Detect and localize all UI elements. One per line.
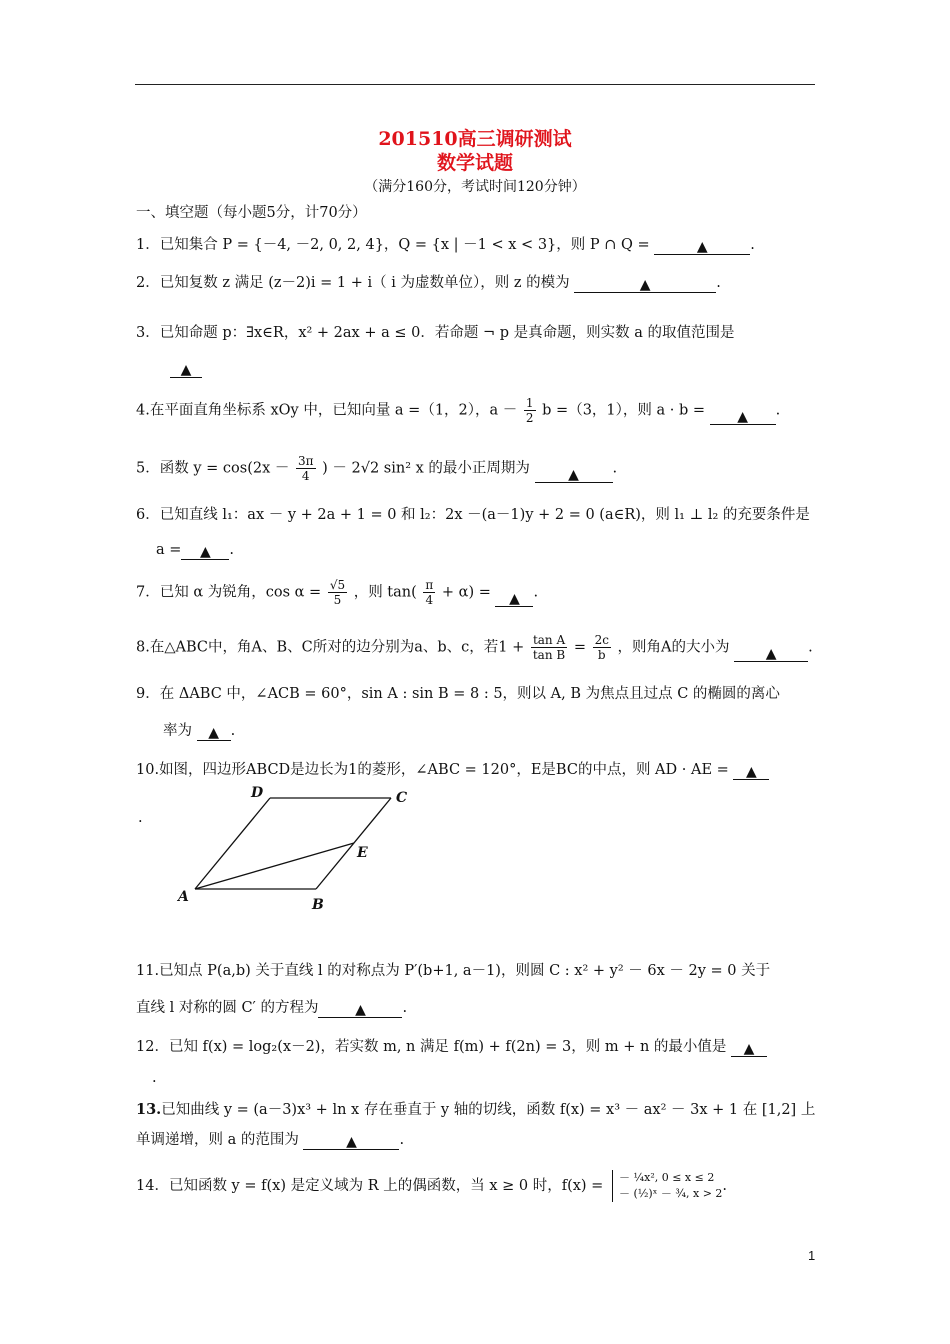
exam-note: （满分160分，考试时间120分钟） — [364, 179, 586, 195]
answer-blank: ▲ — [495, 589, 533, 607]
exam-title: 201510高三调研测试 — [378, 128, 572, 150]
answer-blank: ▲ — [734, 644, 808, 662]
question-9-line2: 率为 ▲ . — [163, 723, 236, 741]
question-8: 8.在△ABC中，角A、B、C所对的边分别为a、b、c，若1 + $\frac{\text{tan A}}{\text{tan B}}$ = $\frac{2c}{b}$ ，则角A的大小为 ▲ . — [136, 633, 813, 662]
question-12-period: . — [152, 1070, 157, 1086]
answer-blank: ▲ — [710, 407, 776, 425]
question-11-line2: 直线 l 对称的圆 C′ 的方程为 ▲ . — [136, 1000, 408, 1018]
answer-blank: ▲ — [181, 542, 229, 560]
question-3-blank-line — [170, 358, 202, 378]
label-d: D — [251, 785, 264, 801]
question-6-line2: a = ▲ . — [156, 542, 235, 560]
answer-blank: ▲ — [733, 762, 769, 780]
fraction: $\frac{1}{2}$ — [525, 396, 534, 425]
exam-subject: 数学试题 — [436, 152, 513, 174]
question-5: 5．函数 y = cos(2x － $\frac{3\pi}{4}$ ) － 2√2 sin² x 的最小正周期为 ▲ . — [136, 454, 618, 483]
answer-blank: ▲ — [170, 360, 202, 378]
question-12: 12．已知 f(x) = log₂(x－2)，若实数 m, n 满足 f(m) + f(2n) = 3，则 m + n 的最小值是 ▲ — [136, 1037, 767, 1057]
fraction: $\frac{√5}{5}$ — [329, 578, 346, 607]
answer-blank: ▲ — [574, 275, 716, 293]
question-7: 7．已知 α 为锐角，cos α = $\frac{√5}{5}$ ，则 tan( $\frac{\pi}{4}$ + α) = ▲ . — [136, 578, 539, 607]
section-heading: 一、填空题（每小题5分，计70分） — [136, 205, 367, 221]
answer-blank: ▲ — [535, 465, 613, 483]
answer-blank: ▲ — [303, 1132, 399, 1150]
question-3: 3．已知命题 p：∃x∈R，x² + 2ax + a ≤ 0．若命题 ¬ p 是真命题，则实数 a 的取值范围是 — [136, 325, 735, 341]
fraction: $\frac{\pi}{4}$ — [425, 578, 434, 607]
question-9: 9．在 ΔABC 中，∠ACB = 60°，sin A : sin B = 8 : 5，则以 A, B 为焦点且过点 C 的椭圆的离心 — [136, 686, 780, 702]
page-number: 1 — [808, 1248, 816, 1263]
piecewise-cases: － ¼x², 0 ≤ x ≤ 2 － (½)ˣ － ¾, x > 2 — [612, 1170, 722, 1202]
question-2: 2．已知复数 z 满足 (z－2)i = 1 + i（ i 为虚数单位），则 z 的模为 ▲ . — [136, 275, 721, 293]
label-b: B — [312, 897, 324, 913]
question-4: 4.在平面直角坐标系 xOy 中，已知向量 a =（1，2），a － $\frac{1}{2}$ b =（3，1），则 a · b = ▲ . — [136, 396, 781, 425]
question-13-line2: 单调递增，则 a 的范围为 ▲ . — [136, 1132, 405, 1150]
rhombus-figure — [170, 780, 430, 915]
fraction: $\frac{2c}{b}$ — [594, 633, 609, 662]
question-6: 6．已知直线 l₁：ax － y + 2a + 1 = 0 和 l₂：2x －(a－1)y + 2 = 0 (a∈R)，则 l₁ ⊥ l₂ 的充要条件是 — [136, 507, 810, 523]
fraction: $\frac{\text{tan A}}{\text{tan B}}$ — [532, 633, 566, 662]
label-c: C — [396, 790, 408, 806]
answer-blank: ▲ — [654, 237, 750, 255]
answer-blank: ▲ — [318, 1000, 402, 1018]
question-1: 1．已知集合 P = {－4, －2, 0, 2, 4}，Q = {x | －1 < x < 3}，则 P ∩ Q = ▲ . — [136, 237, 755, 255]
label-a: A — [178, 889, 189, 905]
question-10: 10.如图，四边形ABCD是边长为1的菱形，∠ABC = 120°，E是BC的中点，则 AD · AE = ▲ — [136, 760, 769, 780]
question-13: 13.已知曲线 y = (a－3)x³ + ln x 存在垂直于 y 轴的切线，函数 f(x) = x³ － ax² － 3x + 1 在 [1,2] 上 — [136, 1101, 816, 1118]
question-10-period: . — [138, 810, 143, 826]
segment-ae — [195, 843, 354, 889]
answer-blank: ▲ — [197, 723, 231, 741]
header-rule — [135, 84, 815, 85]
question-11: 11.已知点 P(a,b) 关于直线 l 的对称点为 P′(b+1, a－1)，则圆 C : x² + y² － 6x － 2y = 0 关于 — [136, 963, 771, 979]
fraction: $\frac{3\pi}{4}$ — [297, 454, 314, 483]
answer-blank: ▲ — [731, 1039, 767, 1057]
label-e: E — [357, 845, 368, 861]
edge-da — [195, 798, 270, 889]
rhombus-lines — [195, 798, 391, 889]
question-14: 14．已知函数 y = f(x) 是定义域为 R 上的偶函数，当 x ≥ 0 时，f(x) = － ¼x², 0 ≤ x ≤ 2 － (½)ˣ － ¾, x > 2 . — [136, 1171, 728, 1200]
